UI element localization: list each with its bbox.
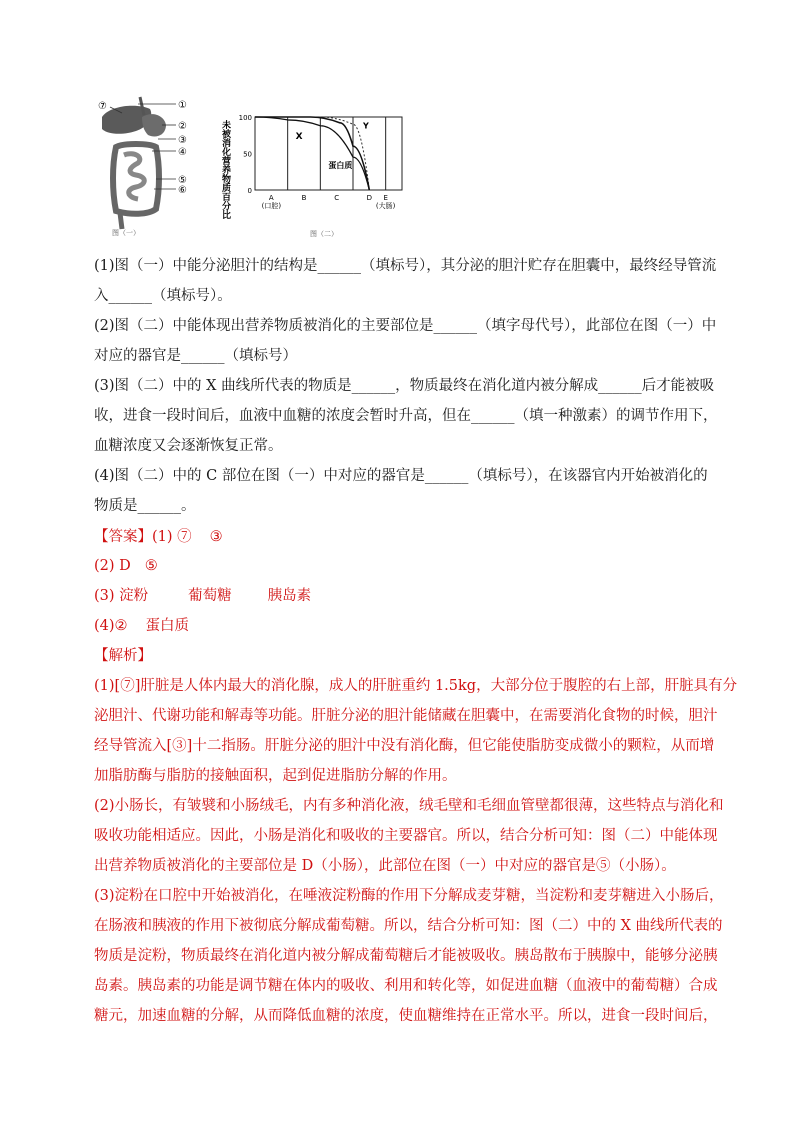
y-tick-label: 50 [243,150,252,159]
question-4-line-2: 物质是______。 [94,498,196,514]
analysis-line: (2)小肠长，有皱襞和小肠绒毛，内有多种消化液，绒毛壁和毛细血管壁都很薄，这些特点与消化和 [94,798,724,814]
question-1-line-2: 入______（填标号）。 [94,288,232,304]
question-4-line-1: (4)图（二）中的 C 部位在图（一）中对应的器官是______（填标号），在该器官内开始被消化的 [94,468,708,484]
analysis-line: 物质是淀粉，物质最终在消化道内被分解成葡萄糖后才能被吸收。胰岛散布于胰腺中，能够分泌胰 [94,948,718,964]
question-3-line-1: (3)图（二）中的 X 曲线所代表的物质是______，物质最终在消化道内被分解成______后才能被吸 [94,378,715,394]
series-line-1 [255,117,369,190]
series-label-protein: 蛋白质 [328,161,353,171]
analysis-heading: 【解析】 [94,648,152,664]
small-intestine-shape [124,154,144,199]
answer-1b: ③ [209,529,223,545]
analysis-line: 糖元，加速血糖的分解，从而降低血糖的浓度，使血糖维持在正常水平。所以，进食一段时间后， [94,1008,718,1024]
question-2-line-1: (2)图（二）中能体现出营养物质被消化的主要部位是______（填字母代号），此部位在图（一）中 [94,318,717,334]
answer-line-2 [94,556,158,576]
answer-line-1 [94,527,223,547]
analysis-line: 经导管流入[③]十二指肠。肝脏分泌的胆汁中没有消化酶，但它能使脂肪变成微小的颗粒，从而增 [94,738,715,754]
x-tick-label: E [383,194,388,202]
x-tick-label: (口腔) [261,202,282,210]
label-4: ④ [178,147,187,158]
x-tick-label: (大肠) [375,202,396,210]
answer-line-4 [94,616,189,636]
question-3-line-2: 收，进食一段时间后，血液中血糖的浓度会暂时升高，但在______（填一种激素）的调节作用下， [94,408,718,424]
figure1-caption: 图（一） [112,229,140,237]
x-tick-label: A [268,194,274,202]
label-6: ⑥ [178,185,187,196]
answer-heading: 【答案】 [94,529,152,545]
series-line-3 [255,117,369,190]
answer-2b: ⑤ [144,558,158,574]
analysis-line: 泌胆汁、代谢功能和解毒等功能。肝脏分泌的胆汁能储藏在胆囊中，在需要消化食物的时候，胆汁 [94,708,718,724]
answer-4a: (4)② [94,618,128,634]
analysis-line: (1)[⑦]肝脏是人体内最大的消化腺，成人的肝脏重约 1.5kg，大部分位于腹腔的右上部，肝脏具有分 [94,678,738,694]
series-label-y: Y [363,121,369,131]
digestion-chart [220,108,425,240]
chart-ylabel: 未被消化营养物质百分比 [220,120,230,219]
y-tick-label: 100 [238,114,252,122]
label-3: ③ [178,135,187,146]
analysis-line: 岛素。胰岛素的功能是调节糖在体内的吸收、利用和转化等，如促进血糖（血液中的葡萄糖）合成 [94,978,718,994]
series-line-2 [255,117,369,190]
answer-line-3 [94,586,311,606]
label-2: ② [178,121,187,132]
label-7: ⑦ [98,101,107,112]
x-tick-label: D [366,194,373,202]
label-5: ⑤ [178,175,187,186]
label-1: ① [178,100,187,111]
answer-2a: (2) D [94,558,131,574]
analysis-line: 在肠液和胰液的作用下被彻底分解成葡萄糖。所以，结合分析可知：图（二）中的 X 曲线所代表的 [94,918,723,934]
answer-1a: (1) ⑦ [152,529,192,545]
figure2-caption: 图（二） [310,230,338,238]
analysis-line: 出营养物质被消化的主要部位是 D（小肠），此部位在图（一）中对应的器官是⑤（小肠）。 [94,858,676,874]
digestive-system-figure [90,95,220,240]
answer-3c: 胰岛素 [267,588,312,604]
x-tick-label: C [334,194,340,202]
series-label-x: X [295,131,303,142]
answer-3a: (3) 淀粉 [94,588,149,604]
analysis-line: 吸收功能相适应。因此，小肠是消化和吸收的主要器官。所以，结合分析可知：图（二）中能体现 [94,828,718,844]
analysis-line: (3)淀粉在口腔中开始被消化，在唾液淀粉酶的作用下分解成麦芽糖，当淀粉和麦芽糖进入小肠后， [94,888,724,904]
question-1-line-1: (1)图（一）中能分泌胆汁的结构是______（填标号），其分泌的胆汁贮存在胆囊中，最终经导管流 [94,258,717,274]
y-tick-label: 0 [247,187,252,195]
question-3-line-3: 血糖浓度又会逐渐恢复正常。 [94,438,283,454]
question-2-line-2: 对应的器官是______（填标号） [94,348,297,364]
answer-4b: 蛋白质 [145,618,190,634]
x-tick-label: B [301,194,307,202]
analysis-line: 加脂肪酶与脂肪的接触面积，起到促进脂肪分解的作用。 [94,768,457,784]
answer-3b: 葡萄糖 [188,588,232,604]
